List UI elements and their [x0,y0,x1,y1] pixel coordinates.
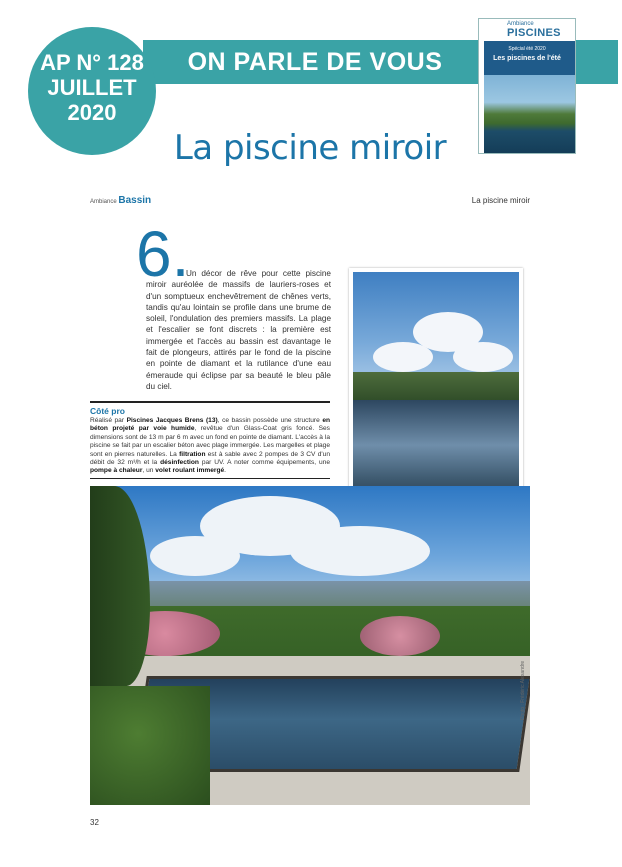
running-header-left [90,195,151,206]
cover-headline: Les piscines de l'été [493,55,561,62]
pro-rule-bottom [90,478,330,479]
article-title: La piscine miroir [173,128,447,168]
issue-badge [28,27,156,155]
pro-paragraph: Réalisé par Piscines Jacques Brens (13), ce bassin possède une structure en béton projeté par voie humide, revêtue d'un Glass-Coat gris foncé. Ses dimensions sont de 13 m par 6 m avec un fond en pointe de diamant. L'accès à la piscine se fait par un escalier béton avec plage immergée. Les margelles et plage sont en pierres naturelles. La filtration est à sable avec 2 pompes de 3 CV d'un débit de 32 m³/h et la désinfection par UV. A noter comme équipements, une pompe à chaleur, un volet roulant immergé. [90,417,331,475]
badge-issue-number: AP N° 128 [40,50,144,75]
running-header-brand: Bassin [118,195,152,206]
pro-rule-top [90,401,330,403]
banner-title: ON PARLE DE VOUS [187,48,443,76]
photo-credit: Photo : Frédéric Alexandre [520,660,526,720]
cover-photo [479,75,575,153]
pool-photo-panorama [90,486,530,805]
badge-year: 2020 [67,100,117,125]
running-header-small: Ambiance [90,199,117,205]
badge-month: JUILLET [47,75,137,100]
magazine-cover [478,18,576,154]
pro-title: Côté pro [90,406,125,416]
cover-masthead: PISCINES [507,27,561,39]
cover-subtitle: Spécial été 2020 [508,46,546,52]
cover-small-label: Ambiance [507,21,534,27]
page-number: 32 [90,818,99,827]
running-header-right: La piscine miroir [471,196,530,205]
intro-text: Un décor de rêve pour cette piscine miroir auréolée de massifs de lauriers-roses et d'un somptueux enchevêtrement de chênes verts, tandis qu'au lointain se profile dans une brume de soleil, l'ondulation des premiers massifs. La plage et l'escalier se font discrets : la première est immergée et l'accès au bassin est davantage le fait de plongeurs, attirés par le fond de la piscine en pointe de diamant et la rutilance d'une eau émeraude qui éclipse par sa beauté le bleu pâle du ciel. [146,269,331,391]
intro-paragraph [146,268,331,392]
pool-photo-closeup [349,268,523,517]
item-number: 6. [136,218,190,290]
builder-name: Piscines Jacques Brens (13) [126,417,218,424]
